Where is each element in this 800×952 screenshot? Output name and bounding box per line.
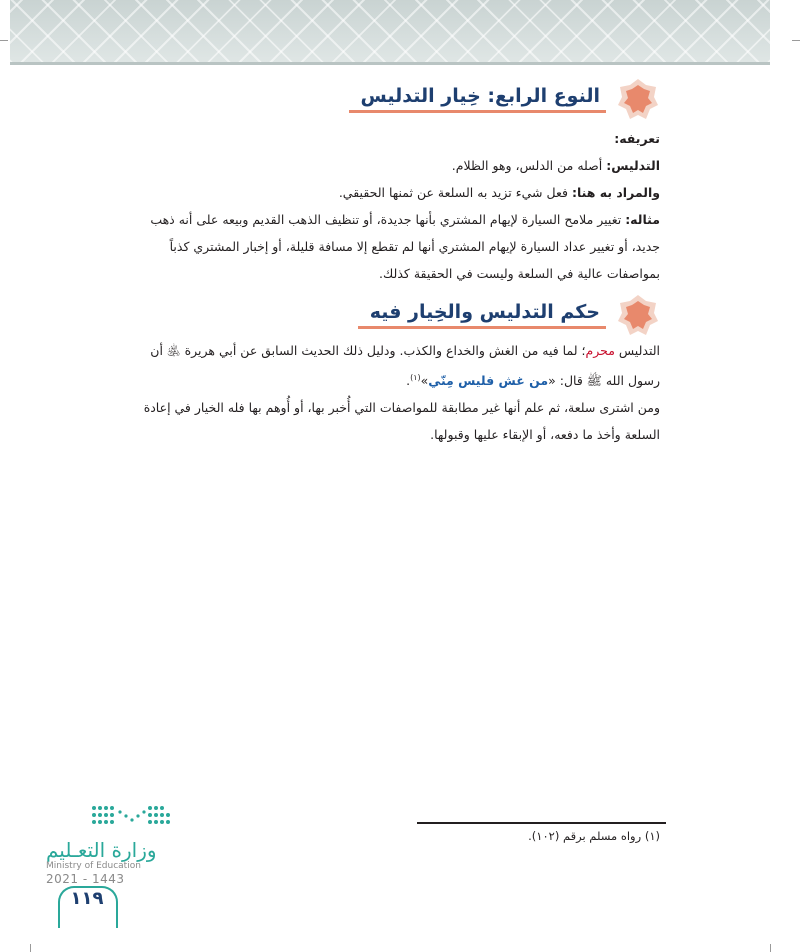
crop-mark — [770, 944, 771, 952]
tadlis-text: أصله من الدلس، وهو الظلام. — [451, 158, 607, 173]
ruling-text-start: التدليس — [614, 343, 660, 358]
definition-label: تعريفه: — [614, 131, 660, 146]
option-paragraph: ومن اشترى سلعة، ثم علم أنها غير مطابقة للمواصفات التي أُخبر بها، أو أُوهم بها فله الخيار في إعادة السلعة وأخذ ما دفعه، أو الإبقاء عليها وقبولها. — [143, 400, 660, 443]
crop-mark — [792, 40, 800, 41]
edition-year: 2021 - 1443 — [46, 872, 125, 886]
ruling-end: . — [406, 373, 411, 389]
hadith-close: » — [420, 373, 429, 389]
crop-mark — [0, 40, 8, 41]
section-title: حكم التدليس والخِيار فيه — [358, 301, 606, 329]
example-text: تغيير ملامح السيارة لإيهام المشتري بأنها جديدة، أو تنظيف الذهب القديم وبيعه على أنه ذهب جديد، أو تغيير عداد السيارة لإيهام المشتري أنها لم تقطع إلا مسافة قليلة، أو إخبار المشتري كذباً بمواصفات عالية في السلعة وليست في الحقيقة كذلك. — [150, 212, 660, 281]
ruling-paragraph — [135, 337, 660, 394]
footnote-divider — [417, 822, 666, 824]
footnote-marker: (١) — [410, 373, 421, 382]
crop-mark — [30, 944, 31, 952]
term-example: مثاله: — [625, 212, 660, 227]
ruling-word: محرم — [585, 343, 615, 358]
meaning-text: فعل شيء تزيد به السلعة عن ثمنها الحقيقي. — [338, 185, 572, 200]
term-meaning: والمراد به هنا: — [571, 185, 660, 200]
octagon-badge-icon — [616, 77, 660, 121]
footnote: (١) رواه مسلم برقم (١٠٢). — [528, 829, 660, 843]
section-heading-khiyar-tadlis — [349, 78, 660, 120]
example-paragraph — [135, 206, 660, 287]
section-title: النوع الرابع: خِيار التدليس — [349, 85, 606, 113]
tadlis-definition — [135, 152, 660, 179]
octagon-badge-icon — [616, 293, 660, 337]
section-heading-ruling — [358, 294, 660, 336]
term-tadlis: التدليس: — [606, 158, 660, 173]
section-body-ruling — [135, 337, 660, 448]
decorative-banner — [10, 0, 770, 65]
page-number: ١١٩ — [70, 888, 104, 909]
meaning-definition — [135, 179, 660, 206]
ministry-name-english: Ministry of Education — [46, 861, 141, 871]
ministry-name-arabic: وزارة التعـليم — [46, 838, 157, 862]
ministry-logo-icon — [86, 802, 186, 834]
ruling-text: ؛ لما فيه من الغش والخداع والكذب. ودليل ذلك الحديث السابق عن أبي هريرة ﵁ أن رسول الله ﷺ قال: « — [150, 343, 660, 389]
hadith-text: من غش فليس مِنّي — [428, 373, 549, 389]
section-body-definition — [135, 125, 660, 287]
